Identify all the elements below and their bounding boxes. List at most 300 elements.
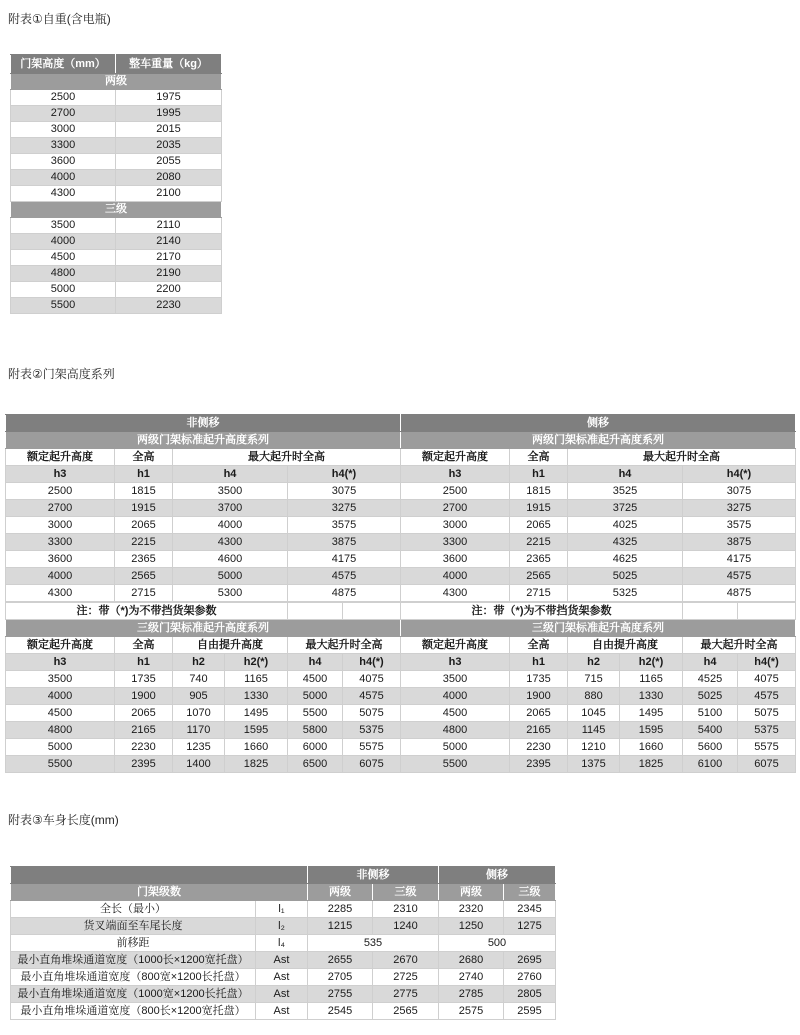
self-weight-table: [10, 54, 222, 314]
table-cell: 2565: [510, 568, 568, 585]
table-cell: 2230: [510, 739, 568, 756]
note-text: 注：带（*)为不带挡货架参数: [6, 603, 288, 620]
table-cell: 2215: [115, 534, 173, 551]
table-cell: 2320: [439, 901, 504, 918]
section-title: 两级门架标准起升高度系列: [401, 432, 796, 449]
table-cell: 1915: [115, 500, 173, 517]
group-header: 最大起升时全高: [288, 637, 401, 654]
table-row: [11, 266, 222, 282]
table-cell: 2575: [439, 1003, 504, 1020]
table-cell: 3500: [401, 671, 510, 688]
row-symbol: Ast: [256, 1003, 308, 1020]
table-row: [11, 298, 222, 314]
table-row: [6, 722, 796, 739]
table-cell: 1900: [115, 688, 173, 705]
table-cell: 3075: [683, 483, 796, 500]
empty-cell: [11, 867, 308, 884]
symbol-header: h1: [510, 654, 568, 671]
table-cell: 2165: [510, 722, 568, 739]
table-cell: 3300: [6, 534, 115, 551]
symbol-header: h2(*): [225, 654, 288, 671]
table-cell: 1815: [510, 483, 568, 500]
table-row: [11, 935, 556, 952]
table-cell: 3000: [401, 517, 510, 534]
table-cell: 5375: [343, 722, 401, 739]
table-cell: 4600: [173, 551, 288, 568]
table-cell: 4875: [683, 585, 796, 602]
table-row: [11, 969, 556, 986]
table-cell: 4000: [401, 568, 510, 585]
table-cell: 5575: [738, 739, 796, 756]
table-cell: 3600: [6, 551, 115, 568]
table-row: [11, 918, 556, 935]
table-cell: 1165: [225, 671, 288, 688]
note-row: [6, 603, 796, 620]
table-cell: 2215: [510, 534, 568, 551]
table-cell: 3600: [401, 551, 510, 568]
table-row: [6, 534, 796, 551]
table-cell: 740: [173, 671, 225, 688]
table-cell: 2395: [115, 756, 173, 773]
table-cell: 5000: [11, 282, 116, 298]
table-cell: 1495: [620, 705, 683, 722]
table1-self-weight: [10, 54, 221, 314]
table-cell: 2545: [308, 1003, 373, 1020]
table-cell: 2715: [115, 585, 173, 602]
row-label: 货叉端面至车尾长度: [11, 918, 256, 935]
table-cell: 2670: [373, 952, 439, 969]
table-cell: 4000: [6, 568, 115, 585]
table-cell: 5000: [401, 739, 510, 756]
table-cell: 2200: [116, 282, 222, 298]
group-header: 额定起升高度: [401, 637, 510, 654]
table-cell: 2805: [504, 986, 556, 1003]
table-cell: 880: [568, 688, 620, 705]
row-symbol: l₁: [256, 901, 308, 918]
table-cell: 5100: [683, 705, 738, 722]
table-cell: 1045: [568, 705, 620, 722]
table-cell: 2310: [373, 901, 439, 918]
group-header: 最大起升时全高: [173, 449, 401, 466]
table-cell: 1275: [504, 918, 556, 935]
symbol-header-row: [6, 466, 796, 483]
table-cell: 4000: [401, 688, 510, 705]
three-stage-mast-table: [5, 602, 796, 773]
symbol-header: h1: [115, 466, 173, 483]
row-label: 前移距: [11, 935, 256, 952]
table-cell: 3500: [11, 218, 116, 234]
table-cell: 5000: [288, 688, 343, 705]
table-cell: 1240: [373, 918, 439, 935]
table-cell: 1595: [225, 722, 288, 739]
half-header: 侧移: [401, 415, 796, 432]
table-cell: 2285: [308, 901, 373, 918]
table-cell: 3725: [568, 500, 683, 517]
table2-mast-heights: [5, 414, 795, 773]
table-cell: 2565: [373, 1003, 439, 1020]
table-cell: 2015: [116, 122, 222, 138]
table-cell: 1070: [173, 705, 225, 722]
table-cell: 2190: [116, 266, 222, 282]
table-cell: 4800: [6, 722, 115, 739]
table-row: [11, 106, 222, 122]
table-cell: 3000: [6, 517, 115, 534]
table-cell: 4300: [6, 585, 115, 602]
table-row: [11, 218, 222, 234]
table-cell: 3875: [683, 534, 796, 551]
section-title: 三级门架标准起升高度系列: [401, 620, 796, 637]
table-cell: 1170: [173, 722, 225, 739]
table-cell: 2700: [6, 500, 115, 517]
table-row: [11, 154, 222, 170]
table-row: [11, 901, 556, 918]
row-label: 最小直角堆垛通道宽度（800宽×1200长托盘）: [11, 969, 256, 986]
table-cell: 2785: [439, 986, 504, 1003]
group-header: 全高: [115, 637, 173, 654]
table-cell: 4300: [401, 585, 510, 602]
stage-header-row: [11, 884, 556, 901]
table-cell: 2140: [116, 234, 222, 250]
table-cell: 1330: [620, 688, 683, 705]
table-row: [6, 551, 796, 568]
table-cell: 2230: [116, 298, 222, 314]
row-label: 最小直角堆垛通道宽度（800长×1200宽托盘）: [11, 1003, 256, 1020]
table-cell: 2080: [116, 170, 222, 186]
half-header: 侧移: [439, 867, 556, 884]
table-cell: 3500: [6, 671, 115, 688]
column-header: 整车重量（kg）: [116, 55, 222, 74]
table2-title: 附表②门架高度系列: [8, 367, 115, 381]
table-row: [6, 568, 796, 585]
table-row: [6, 739, 796, 756]
row-label: 最小直角堆垛通道宽度（1000长×1200宽托盘）: [11, 952, 256, 969]
table-cell: 5500: [288, 705, 343, 722]
symbol-header: h4(*): [343, 654, 401, 671]
section-band-row: [6, 620, 796, 637]
table-cell: 3300: [401, 534, 510, 551]
table-cell: 2740: [439, 969, 504, 986]
table-cell: 2500: [11, 90, 116, 106]
group-header: 额定起升高度: [6, 449, 115, 466]
stage-header: 三级: [504, 884, 556, 901]
table-cell: 4525: [683, 671, 738, 688]
table-cell: 4500: [6, 705, 115, 722]
group-header: 额定起升高度: [6, 637, 115, 654]
symbol-header-row: [6, 654, 796, 671]
section-label: 两级: [11, 74, 222, 90]
table-cell: 3500: [173, 483, 288, 500]
table-cell: 2065: [115, 517, 173, 534]
table-cell: 4000: [173, 517, 288, 534]
group-header-row: [6, 449, 796, 466]
table-cell: 5375: [738, 722, 796, 739]
group-header: 最大起升时全高: [683, 637, 796, 654]
table-cell: 5600: [683, 739, 738, 756]
table-cell: 1660: [225, 739, 288, 756]
table-cell: 3700: [173, 500, 288, 517]
table-row: [11, 90, 222, 106]
symbol-header: h3: [6, 466, 115, 483]
table-cell: 6075: [738, 756, 796, 773]
table-cell: 2705: [308, 969, 373, 986]
table-cell: 4025: [568, 517, 683, 534]
table-cell: 1815: [115, 483, 173, 500]
symbol-header: h2: [568, 654, 620, 671]
half-header: 非侧移: [308, 867, 439, 884]
table-cell: 3575: [288, 517, 401, 534]
table-cell: 1165: [620, 671, 683, 688]
empty-cell: [738, 603, 796, 620]
table-cell: 1375: [568, 756, 620, 773]
table-cell: 4000: [11, 234, 116, 250]
group-header: 自由提升高度: [173, 637, 288, 654]
table-cell: 2110: [116, 218, 222, 234]
table-cell: 1145: [568, 722, 620, 739]
group-header-row: [6, 637, 796, 654]
note-text: 注：带（*)为不带挡货架参数: [401, 603, 683, 620]
table-cell: 4800: [401, 722, 510, 739]
table-cell: 5800: [288, 722, 343, 739]
table-cell: 6100: [683, 756, 738, 773]
table-cell: 6000: [288, 739, 343, 756]
table-cell: 3575: [683, 517, 796, 534]
symbol-header: h3: [6, 654, 115, 671]
row-label: 最小直角堆垛通道宽度（1000宽×1200长托盘）: [11, 986, 256, 1003]
row-symbol: l₂: [256, 918, 308, 935]
shift-header-row: [6, 415, 796, 432]
table-cell: 4625: [568, 551, 683, 568]
table-cell: 2230: [115, 739, 173, 756]
symbol-header: h4(*): [288, 466, 401, 483]
table-cell: 1915: [510, 500, 568, 517]
table-cell: 1235: [173, 739, 225, 756]
table-row: [11, 138, 222, 154]
row-symbol: l₄: [256, 935, 308, 952]
table-cell: 5025: [683, 688, 738, 705]
table-cell: 2165: [115, 722, 173, 739]
table-cell: 2065: [115, 705, 173, 722]
table-row: [11, 122, 222, 138]
table-cell: 4575: [288, 568, 401, 585]
table-cell: 4175: [683, 551, 796, 568]
table-cell: 1210: [568, 739, 620, 756]
table-cell: 1975: [116, 90, 222, 106]
section-title: 两级门架标准起升高度系列: [6, 432, 401, 449]
table-cell: 905: [173, 688, 225, 705]
table-row: [6, 688, 796, 705]
table-cell: 4575: [738, 688, 796, 705]
table-cell: 1825: [225, 756, 288, 773]
table-cell: 2345: [504, 901, 556, 918]
table-cell: 1825: [620, 756, 683, 773]
symbol-header: h4(*): [738, 654, 796, 671]
table-cell: 535: [308, 935, 439, 952]
symbol-header: h1: [115, 654, 173, 671]
table-cell: 1995: [116, 106, 222, 122]
table-cell: 4800: [11, 266, 116, 282]
group-header: 额定起升高度: [401, 449, 510, 466]
table-cell: 6500: [288, 756, 343, 773]
table-cell: 4175: [288, 551, 401, 568]
section-label: 三级: [11, 202, 222, 218]
table-cell: 715: [568, 671, 620, 688]
table-cell: 1660: [620, 739, 683, 756]
table-cell: 1900: [510, 688, 568, 705]
group-header: 最大起升时全高: [568, 449, 796, 466]
table-cell: 4300: [11, 186, 116, 202]
table-cell: 5500: [401, 756, 510, 773]
table-cell: 2365: [510, 551, 568, 568]
stage-header: 两级: [439, 884, 504, 901]
table-cell: 1595: [620, 722, 683, 739]
symbol-header: h2(*): [620, 654, 683, 671]
body-length-table: [10, 866, 556, 1020]
table-cell: 2035: [116, 138, 222, 154]
table-cell: 5075: [738, 705, 796, 722]
table-cell: 2595: [504, 1003, 556, 1020]
table-cell: 2055: [116, 154, 222, 170]
symbol-header: h1: [510, 466, 568, 483]
table-cell: 4075: [343, 671, 401, 688]
symbol-header: h4: [173, 466, 288, 483]
section-band-row: [11, 74, 222, 90]
table-cell: 2065: [510, 705, 568, 722]
table-cell: 3075: [288, 483, 401, 500]
table-cell: 2565: [115, 568, 173, 585]
group-header: 全高: [115, 449, 173, 466]
table-cell: 2700: [11, 106, 116, 122]
table-cell: 5075: [343, 705, 401, 722]
table-row: [11, 1003, 556, 1020]
symbol-header: h3: [401, 654, 510, 671]
column-header: 门架高度（mm）: [11, 55, 116, 74]
table-cell: 1735: [510, 671, 568, 688]
table3-title: 附表③车身长度(mm): [8, 813, 119, 827]
table-row: [11, 234, 222, 250]
symbol-header: h3: [401, 466, 510, 483]
section-band-row: [11, 202, 222, 218]
table-cell: 3000: [11, 122, 116, 138]
table-cell: 4300: [173, 534, 288, 551]
table-cell: 4000: [6, 688, 115, 705]
table-cell: 1400: [173, 756, 225, 773]
table-cell: 4325: [568, 534, 683, 551]
table3-body-length: [10, 866, 555, 1020]
table-cell: 5400: [683, 722, 738, 739]
table-row: [11, 282, 222, 298]
table-cell: 4575: [343, 688, 401, 705]
table-cell: 4500: [288, 671, 343, 688]
table-cell: 3275: [683, 500, 796, 517]
table-cell: 2655: [308, 952, 373, 969]
symbol-header: h4: [288, 654, 343, 671]
table-cell: 2365: [115, 551, 173, 568]
half-header: 非侧移: [6, 415, 401, 432]
table-cell: 4500: [11, 250, 116, 266]
table-cell: 2170: [116, 250, 222, 266]
table-cell: 5025: [568, 568, 683, 585]
table-cell: 2755: [308, 986, 373, 1003]
table-row: [6, 483, 796, 500]
table-cell: 5000: [173, 568, 288, 585]
table-cell: 3525: [568, 483, 683, 500]
table-cell: 1250: [439, 918, 504, 935]
table-cell: 1215: [308, 918, 373, 935]
table-cell: 2500: [6, 483, 115, 500]
table-cell: 2680: [439, 952, 504, 969]
table-cell: 2700: [401, 500, 510, 517]
row-symbol: Ast: [256, 986, 308, 1003]
row-symbol: Ast: [256, 969, 308, 986]
table-cell: 5300: [173, 585, 288, 602]
table-row: [6, 517, 796, 534]
table-row: [6, 500, 796, 517]
table-cell: 4000: [11, 170, 116, 186]
table-cell: 3875: [288, 534, 401, 551]
table-cell: 2775: [373, 986, 439, 1003]
table1-header-row: [11, 55, 222, 74]
group-header: 全高: [510, 449, 568, 466]
table-row: [11, 170, 222, 186]
table-cell: 2065: [510, 517, 568, 534]
table-cell: 500: [439, 935, 556, 952]
table-cell: 2695: [504, 952, 556, 969]
table-cell: 5000: [6, 739, 115, 756]
stage-header: 三级: [373, 884, 439, 901]
table-cell: 4575: [683, 568, 796, 585]
table-row: [6, 671, 796, 688]
table-row: [11, 952, 556, 969]
section-title: 三级门架标准起升高度系列: [6, 620, 401, 637]
table1-title: 附表①自重(含电瓶): [8, 12, 111, 26]
table-cell: 6075: [343, 756, 401, 773]
symbol-header: h4: [568, 466, 683, 483]
table-row: [11, 986, 556, 1003]
table-cell: 1495: [225, 705, 288, 722]
symbol-header: h4(*): [683, 466, 796, 483]
table-row: [6, 756, 796, 773]
symbol-header: h4: [683, 654, 738, 671]
empty-cell: [288, 603, 343, 620]
stage-header: 两级: [308, 884, 373, 901]
table-cell: 4075: [738, 671, 796, 688]
section-band-row: [6, 432, 796, 449]
row-symbol: Ast: [256, 952, 308, 969]
table-cell: 5500: [6, 756, 115, 773]
table-row: [6, 705, 796, 722]
table-row: [6, 585, 796, 602]
table-row: [11, 186, 222, 202]
table-cell: 3600: [11, 154, 116, 170]
table-cell: 2725: [373, 969, 439, 986]
mast-stages-header: 门架级数: [11, 884, 308, 901]
table-cell: 2760: [504, 969, 556, 986]
table-cell: 2395: [510, 756, 568, 773]
two-stage-mast-table: [5, 414, 796, 602]
group-header: 全高: [510, 637, 568, 654]
table-cell: 4875: [288, 585, 401, 602]
shift-header-row: [11, 867, 556, 884]
table-cell: 5500: [11, 298, 116, 314]
group-header: 自由提升高度: [568, 637, 683, 654]
empty-cell: [343, 603, 401, 620]
table-cell: 5325: [568, 585, 683, 602]
row-label: 全长（最小）: [11, 901, 256, 918]
table-cell: 1330: [225, 688, 288, 705]
table-cell: 2500: [401, 483, 510, 500]
table-cell: 2100: [116, 186, 222, 202]
table-cell: 2715: [510, 585, 568, 602]
